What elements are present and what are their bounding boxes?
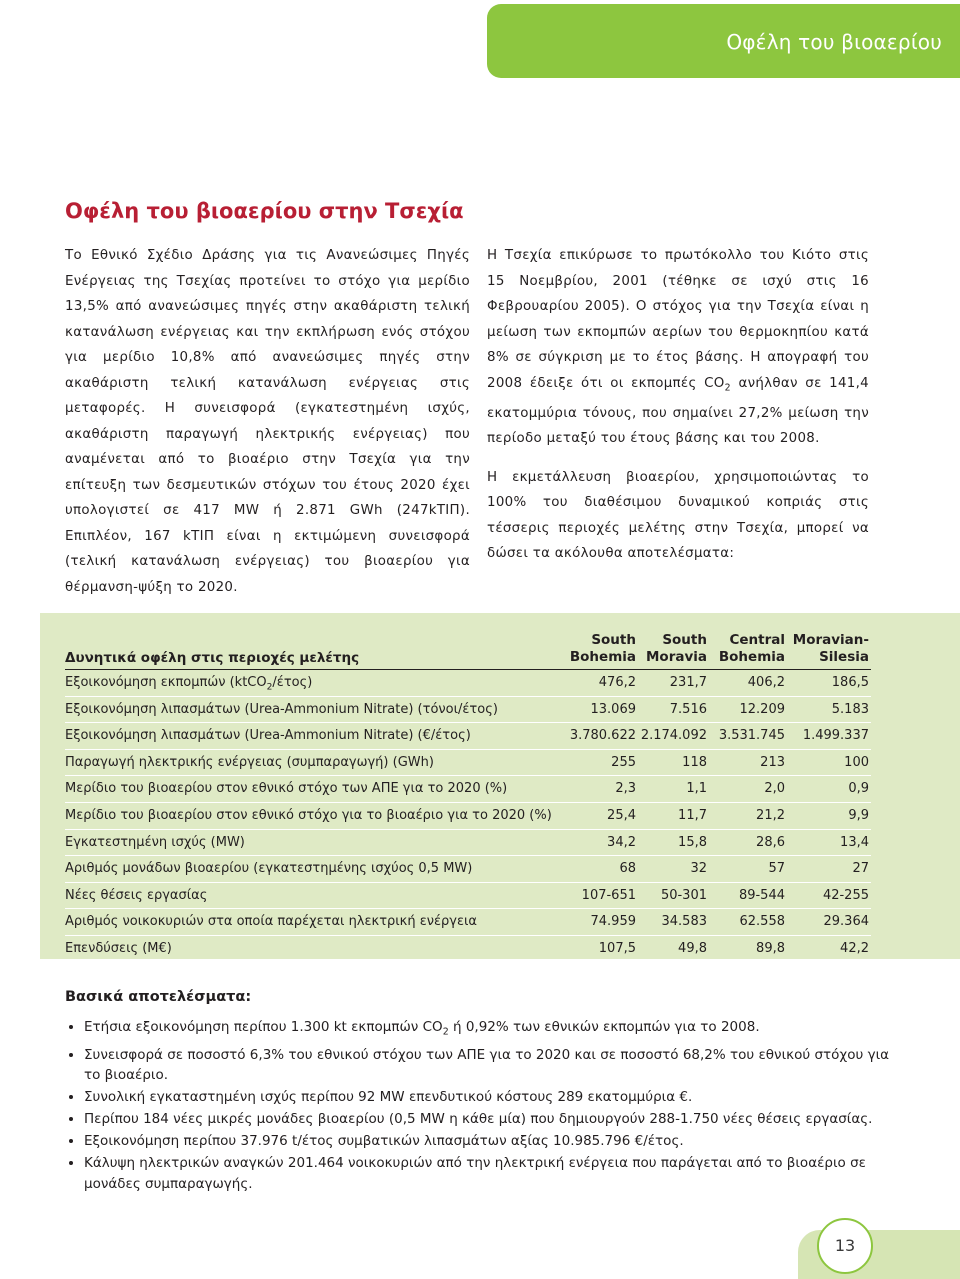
cell-central-bohemia: 406,2: [747, 675, 785, 690]
row-label: Νέες θέσεις εργασίας: [65, 887, 208, 903]
cell-south-moravia: 50-301: [660, 887, 707, 903]
list-item: • Ετήσια εξοικονόμηση περίπου 1.300 kt εκπομπών $CO_2$ ή 0,92% των εθνικών εκπομπών για το 2008.: [84, 1017, 904, 1043]
cell-south-bohemia: 255: [611, 754, 636, 770]
row-label: Εξοικονόμηση εκπομπών (ktCO$_2$/έτος): [65, 675, 313, 693]
results-heading: Βασικά αποτελέσματα:: [65, 989, 252, 1005]
row-label: Επενδύσεις (Μ€): [65, 940, 172, 956]
right-paragraph-2: Η εκμετάλλευση βιοαερίου, χρησιμοποιώντας το 100% του διαθέσιμου δυναμικού κοπριάς στις τέσσερις περιοχές μελέτης στην Τσεχία, μπορεί να δώσει τα ακόλουθα αποτελέσματα:: [487, 469, 869, 562]
row-label: Παραγωγή ηλεκτρικής ενέργειας (συμπαραγωγή) (GWh): [65, 754, 434, 770]
page-number: 13: [817, 1218, 873, 1274]
cell-central-bohemia: 62.558: [739, 914, 785, 930]
table-row: [65, 697, 871, 724]
cell-moravian-silesia: 100: [844, 754, 869, 770]
table-row: [65, 856, 871, 883]
cell-moravian-silesia: 186,5: [831, 675, 869, 690]
cell-south-bohemia: 68: [619, 861, 636, 877]
cell-south-bohemia: 107-651: [581, 887, 636, 903]
cell-south-bohemia: 3.780.622: [569, 728, 636, 744]
cell-south-moravia: 32: [690, 861, 707, 877]
column-header-south-moravia: South Moravia: [645, 632, 707, 665]
cell-south-moravia: 231,7: [669, 675, 707, 690]
cell-south-moravia: 118: [682, 754, 707, 770]
section-title: Οφέλη του βιοαερίου: [726, 30, 942, 54]
table-row: [65, 723, 871, 750]
cell-central-bohemia: 2,0: [764, 781, 785, 797]
cell-moravian-silesia: 42,2: [840, 940, 869, 956]
cell-south-bohemia: 107,5: [598, 940, 636, 956]
page-title: Οφέλη του βιοαερίου στην Τσεχία: [65, 199, 464, 223]
results-list: [62, 1017, 904, 1196]
cell-central-bohemia: 57: [768, 861, 785, 877]
row-label: Εξοικονόμηση λιπασμάτων (Urea-Ammonium Nitrate) (€/έτος): [65, 728, 471, 744]
table-row: [65, 776, 871, 803]
cell-central-bohemia: 89,8: [756, 940, 785, 956]
benefits-table: [65, 625, 871, 963]
left-column: [65, 243, 470, 600]
right-paragraph-1: Η Τσεχία επικύρωσε το πρωτόκολλο του Κιότο στις 15 Νοεμβρίου, 2001 (τέθηκε σε ισχύ στις 16 Φεβρουαρίου 2005). Ο στόχος για την Τσεχία είναι η μείωση των εκπομπών αερίων του θερμοκηπίου κατά 8% σε σύγκριση με το έτος βάσης. Η απογραφή του 2008 έδειξε ότι οι εκπομπές $CO_2$ ανήλθαν σε 141,4 εκατομμύρια τόνους, που σημαίνει 27,2% μείωση την περίοδο μεταξύ του έτους βάσης και του 2008.: [487, 248, 869, 447]
cell-moravian-silesia: 13,4: [840, 834, 869, 850]
cell-moravian-silesia: 27: [852, 861, 869, 877]
row-label: Αριθμός νοικοκυριών στα οποία παρέχεται ηλεκτρική ενέργεια: [65, 914, 477, 930]
left-paragraph: Το Εθνικό Σχέδιο Δράσης για τις Ανανεώσιμες Πηγές Ενέργειας της Τσεχίας προτείνει το στόχο για μερίδιο 13,5% από ανανεώσιμες πηγές στην ακαθάριστη τελική κατανάλωση ενέργειας και την εκπλήρωση ενός στόχου για μερίδιο 10,8% από ανανεώσιμες πηγές στην ακαθάριστη τελική κατανάλωση ενέργειας στις μεταφορές. Η συνεισφορά (εγκατεστημένη ισχύς, ακαθάριστη παραγωγή ηλεκτρικής ενέργειας) που αναμένεται από το βιοαέριο στην Τσεχία για την επίτευξη των δεσμευτικών στόχων του έτους 2020 έχει υπολογιστεί σε 417 MW ή 2.871 GWh (247kTIΠ). Επιπλέον, 167 kTIΠ είναι η εκτιμώμενη συνεισφορά (τελική κατανάλωση ενέργειας) του βιοαερίου για θέρμανση-ψύξη το 2020.: [65, 248, 470, 595]
table-row: [65, 936, 871, 963]
cell-moravian-silesia: 42-255: [822, 887, 869, 903]
cell-south-bohemia: 13.069: [590, 701, 636, 717]
cell-south-bohemia: 476,2: [598, 675, 636, 690]
row-label: Αριθμός μονάδων βιοαερίου (εγκατεστημένης ισχύος 0,5 MW): [65, 861, 473, 877]
column-header-central-bohemia: Central Bohemia: [718, 632, 785, 665]
cell-south-bohemia: 2,3: [615, 781, 636, 797]
cell-south-bohemia: 74.959: [590, 914, 636, 930]
cell-moravian-silesia: 29.364: [823, 914, 869, 930]
cell-central-bohemia: 12.209: [739, 701, 785, 717]
list-item: • Συνεισφορά σε ποσοστό 6,3% του εθνικού στόχου των ΑΠΕ για το 2020 και σε ποσοστό 68,2% του εθνικού στόχου για το βιοαέριο.: [84, 1045, 904, 1086]
table-row: [65, 883, 871, 910]
cell-south-moravia: 11,7: [678, 807, 707, 823]
cell-south-moravia: 34.583: [661, 914, 707, 930]
list-item: • Περίπου 184 νέες μικρές μονάδες βιοαερίου (0,5 MW η κάθε μία) που δημιουργούν 288-1.750 νέες θέσεις εργασίας.: [84, 1109, 904, 1130]
cell-south-moravia: 2.174.092: [640, 728, 707, 744]
column-header-moravian-silesia: Moravian- Silesia: [792, 632, 869, 665]
table-header: [65, 625, 871, 670]
cell-south-moravia: 15,8: [678, 834, 707, 850]
column-header-south-bohemia: South Bohemia: [569, 632, 636, 665]
table-row: [65, 750, 871, 777]
row-label: Εξοικονόμηση λιπασμάτων (Urea-Ammonium Nitrate) (τόνοι/έτος): [65, 701, 498, 717]
table-row: [65, 803, 871, 830]
cell-moravian-silesia: 0,9: [848, 781, 869, 797]
table-row: [65, 830, 871, 857]
cell-south-bohemia: 25,4: [607, 807, 636, 823]
cell-south-moravia: 49,8: [678, 940, 707, 956]
header-tab: [487, 4, 960, 78]
cell-south-bohemia: 34,2: [607, 834, 636, 850]
row-label: Εγκατεστημένη ισχύς (MW): [65, 834, 245, 850]
cell-moravian-silesia: 5.183: [831, 701, 869, 717]
table-caption: Δυνητικά οφέλη στις περιοχές μελέτης: [65, 650, 360, 666]
right-column: [487, 243, 869, 567]
row-label: Μερίδιο του βιοαερίου στον εθνικό στόχο για το βιοαέριο για το 2020 (%): [65, 807, 552, 823]
list-item: • Συνολική εγκαταστημένη ισχύς περίπου 92 MW επενδυτικού κόστους 289 εκατομμύρια €.: [84, 1087, 904, 1108]
list-item: • Κάλυψη ηλεκτρικών αναγκών 201.464 νοικοκυριών από την ηλεκτρική ενέργεια που παράγεται από το βιοαέριο σε μονάδες συμπαραγωγής.: [84, 1153, 904, 1194]
table-row: [65, 670, 871, 697]
table-row: [65, 909, 871, 936]
cell-south-moravia: 1,1: [686, 781, 707, 797]
cell-central-bohemia: 213: [760, 754, 785, 770]
cell-central-bohemia: 3.531.745: [718, 728, 785, 744]
cell-central-bohemia: 21,2: [756, 807, 785, 823]
row-label: Μερίδιο του βιοαερίου στον εθνικό στόχο των ΑΠΕ για το 2020 (%): [65, 781, 508, 797]
cell-moravian-silesia: 1.499.337: [802, 728, 869, 744]
cell-central-bohemia: 28,6: [756, 834, 785, 850]
cell-south-moravia: 7.516: [669, 701, 707, 717]
cell-moravian-silesia: 9,9: [848, 807, 869, 823]
cell-central-bohemia: 89-544: [738, 887, 785, 903]
list-item: • Εξοικονόμηση περίπου 37.976 t/έτος συμβατικών λιπασμάτων αξίας 10.985.796 €/έτος.: [84, 1131, 904, 1152]
